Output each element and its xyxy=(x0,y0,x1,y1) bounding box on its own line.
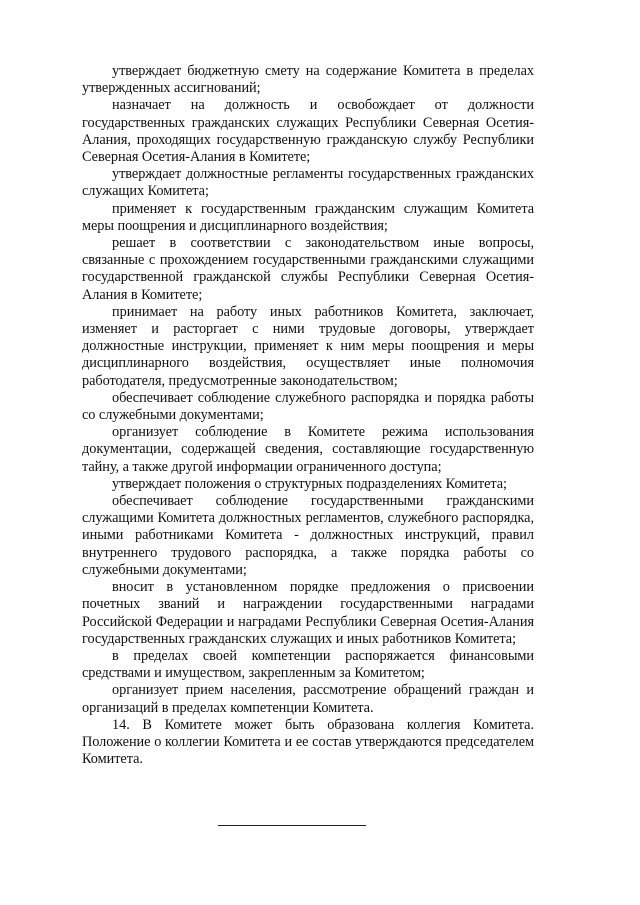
paragraph-compliance: обеспечивает соблюдение государственными гражданскими служащими Комитета должностных регламентов, служебного распорядка, иными работниками Комитета - должностных инструкций, правил внутреннего трудового распорядка, а также порядка работы со служебными документами; xyxy=(82,493,534,578)
paragraph-other-issues: решает в соответствии с законодательством иные вопросы, связанные с прохождением государственными гражданскими служащими государственной гражданской службы Республики Северная Осетия-Алания в Комитете; xyxy=(82,235,534,303)
paragraph-citizen-reception: организует прием населения, рассмотрение обращений граждан и организаций в пределах компетенции Комитета. xyxy=(82,682,534,716)
paragraph-appointment: назначает на должность и освобождает от должности государственных гражданских служащих Республики Северная Осетия-Алания, проходящих государственную гражданскую службу Республики Северная Осетия-Алания в Комитете; xyxy=(82,97,534,166)
paragraph-incentives: применяет к государственным гражданским служащим Комитета меры поощрения и дисциплинарного воздействия; xyxy=(82,200,534,234)
paragraph-awards: вносит в установленном порядке предложения о присвоении почетных званий и награждении государственными наградами Российской Федерации и наградами Республики Северная Осетия-Алания государственных гражданских служащих и иных работников Комитета; xyxy=(82,579,534,647)
paragraph-collegium: 14. В Комитете может быть образована коллегия Комитета. Положение о коллегии Комитета и ее состав утверждаются председателем Комитета. xyxy=(82,716,534,768)
end-of-document-divider xyxy=(218,825,366,826)
paragraph-budget-estimate: утверждает бюджетную смету на содержание Комитета в пределах утвержденных ассигнований; xyxy=(82,63,534,97)
paragraph-service-routine: обеспечивает соблюдение служебного распорядка и порядка работы со служебными документами; xyxy=(82,389,534,424)
paragraph-other-employees: принимает на работу иных работников Комитета, заключает, изменяет и расторгает с ними трудовые договоры, утверждает должностные инструкции, применяет к ним меры поощрения и меры дисциплинарного воздействия, осуществляет иные полномочия работодателя, предусмотренные законодательством; xyxy=(82,303,534,389)
paragraph-state-secret: организует соблюдение в Комитете режима использования документации, содержащей сведения, составляющие государственную тайну, а также другой информации ограниченного доступа; xyxy=(82,424,534,475)
document-body xyxy=(82,63,534,768)
paragraph-finances: в пределах своей компетенции распоряжается финансовыми средствами и имуществом, закрепленным за Комитетом; xyxy=(82,647,534,682)
paragraph-structural-units: утверждает положения о структурных подразделениях Комитета; xyxy=(112,475,507,492)
paragraph-job-regulations: утверждает должностные регламенты государственных гражданских служащих Комитета; xyxy=(82,166,534,200)
